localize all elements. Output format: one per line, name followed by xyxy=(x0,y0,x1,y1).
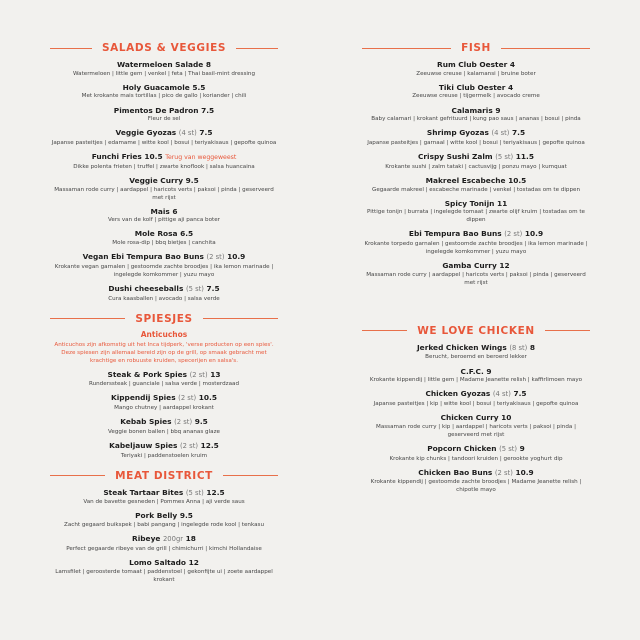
menu-item-title xyxy=(50,488,278,499)
item-price: 8 xyxy=(205,60,212,69)
item-description: Krokante sushi | zalm tataki | cactusvijg | ponzu mayo | kumquat xyxy=(385,163,567,170)
header-rule-left xyxy=(50,48,92,49)
item-price: 7.5 xyxy=(199,128,213,138)
section-header xyxy=(50,468,278,484)
menu-item-title xyxy=(362,152,590,163)
menu-column-left xyxy=(50,40,278,592)
menu-item-title xyxy=(362,367,590,377)
item-name: Dushi cheeseballs xyxy=(108,284,184,294)
item-price: 12 xyxy=(499,261,510,271)
item-price: 6 xyxy=(172,206,178,216)
item-name: Chicken Bao Buns xyxy=(418,467,493,477)
section-header xyxy=(50,311,278,327)
menu-item xyxy=(50,229,278,247)
menu-item-title xyxy=(362,199,590,209)
menu-item-title xyxy=(362,60,590,70)
menu-item xyxy=(50,417,278,436)
item-description: Zeeuwse creuse | tijgermelk | avocado creme xyxy=(412,93,540,100)
item-price: 12.5 xyxy=(206,487,225,497)
item-price: 12 xyxy=(188,557,199,567)
menu-item-title xyxy=(50,558,278,568)
item-description: Zacht gegaard buikspek | babi pangang | ingelegde rode kool | tenkasu xyxy=(63,521,265,528)
item-description: Lamsfilet | geroosterde tomaat | paddenstoel | gekonfijte ui | zoete aardappel krokant xyxy=(55,568,273,583)
menu-item-title xyxy=(50,106,278,116)
item-price: 10.9 xyxy=(227,252,246,262)
section-we-love-chicken xyxy=(362,323,590,495)
item-description: Watermeloen | little gem | venkel | feta | Thai basil-mint dressing xyxy=(72,70,256,77)
menu-item-title xyxy=(362,128,590,139)
menu-item-title xyxy=(50,83,278,93)
section-title: WE LOVE CHICKEN xyxy=(417,324,535,337)
item-name: Chicken Gyozas xyxy=(425,389,491,399)
header-rule-right xyxy=(223,475,278,476)
item-description: Teriyaki | paddenstoelen kruim xyxy=(120,452,208,459)
section-subtitle: Anticuchos xyxy=(140,329,188,339)
menu-item xyxy=(362,444,590,463)
menu-item xyxy=(362,229,590,256)
menu-item-title xyxy=(50,393,278,404)
item-quantity: (5 st) xyxy=(185,285,204,294)
menu-item xyxy=(362,367,590,385)
item-price: 7.5 xyxy=(201,105,215,115)
item-description: Fleur de sel xyxy=(147,116,181,123)
item-description: Van de bavette gesneden | Pommes Anna | aji verde saus xyxy=(83,499,245,506)
menu-item-title xyxy=(50,417,278,428)
item-description: Berucht, beroemd en beroerd lekker xyxy=(425,354,527,361)
item-price: 4 xyxy=(509,60,515,69)
menu-item xyxy=(362,389,590,408)
menu-item xyxy=(362,199,590,225)
item-description: Met krokante mais tortillas | pico de gallo | koriander | chili xyxy=(81,93,247,100)
item-price: 13 xyxy=(210,369,221,379)
item-name: Jerked Chicken Wings xyxy=(416,342,507,352)
item-name: Gamba Curry xyxy=(442,261,497,271)
menu-item xyxy=(362,468,590,495)
item-quantity: (4 st) xyxy=(492,390,511,399)
item-price: 12.5 xyxy=(200,440,219,450)
item-description: Runderssteak | guanciale | salsa verde | mosterdzaad xyxy=(88,381,240,388)
item-description: Dikke polenta frieten | truffel | zwarte knoflook | salsa huancaina xyxy=(73,163,255,170)
menu-item xyxy=(50,106,278,124)
item-name: Kabeljauw Spies xyxy=(109,440,178,450)
item-description: Cura kaasballen | avocado | salsa verde xyxy=(108,295,220,302)
header-rule-left xyxy=(50,475,105,476)
menu-item xyxy=(50,534,278,553)
item-name: Calamaris xyxy=(451,105,493,115)
item-description: Baby calamari | krokant gefrituurd | kung pao saus | ananas | bosui | pinda xyxy=(371,116,581,123)
item-name: Vegan Ebi Tempura Bao Buns xyxy=(82,252,204,262)
item-quantity: 200gr xyxy=(162,535,184,544)
item-quantity: (4 st) xyxy=(491,129,510,138)
menu-column-right xyxy=(362,40,590,502)
menu-item-title xyxy=(50,252,278,263)
item-name: Kippendij Spies xyxy=(110,393,176,403)
header-rule-left xyxy=(362,48,451,49)
item-name: Funchi Fries xyxy=(91,152,142,162)
item-price: 10.9 xyxy=(524,229,544,239)
item-name: Spicy Tonijn xyxy=(444,198,495,208)
header-rule-right xyxy=(236,48,278,49)
menu-item-title xyxy=(362,444,590,455)
item-name: Crispy Sushi Zalm xyxy=(417,152,493,162)
section-title: SPIESJES xyxy=(135,312,193,325)
item-quantity: (5 st) xyxy=(499,444,518,453)
section-salads-veggies xyxy=(50,40,278,303)
item-name: Makreel Escabeche xyxy=(425,175,506,185)
menu-item xyxy=(50,284,278,303)
menu-item xyxy=(362,413,590,439)
item-description: Mole rosa-dip | bbq bietjes | canchita xyxy=(112,240,216,247)
item-quantity: (2 st) xyxy=(494,468,513,477)
menu-item-title xyxy=(50,152,278,163)
item-price: 9 xyxy=(486,366,492,376)
menu-item xyxy=(50,60,278,78)
menu-item-title xyxy=(362,106,590,116)
section-header xyxy=(362,323,590,339)
section-spiesjes xyxy=(50,311,278,460)
menu-item-title xyxy=(362,176,590,186)
item-name: Ebi Tempura Bao Buns xyxy=(408,229,502,239)
item-description: Perfect gegaarde ribeye van de grill | chimichurri | kimchi Hollandaise xyxy=(66,545,262,552)
item-description: Massaman rode curry | aardappel | haricots verts | paksoi | pinda | geserveerd met rijst xyxy=(54,186,274,201)
menu-item-title xyxy=(362,468,590,479)
item-price: 9 xyxy=(495,105,501,115)
menu-item-title xyxy=(50,284,278,295)
header-rule-right xyxy=(545,330,590,331)
menu-item xyxy=(362,261,590,287)
item-price: 9.5 xyxy=(185,175,199,185)
menu-item-title xyxy=(50,441,278,452)
menu-item-title xyxy=(50,128,278,139)
item-price: 7.5 xyxy=(206,284,220,294)
menu-item xyxy=(50,152,278,171)
menu-item xyxy=(50,128,278,147)
item-tag: Terug van weggeweest xyxy=(165,154,237,162)
section-meat-district xyxy=(50,468,278,584)
item-quantity: (2 st) xyxy=(189,370,208,379)
menu-item xyxy=(50,83,278,101)
item-price: 7.5 xyxy=(513,389,527,399)
item-quantity: (2 st) xyxy=(178,394,197,403)
item-description: Massaman rode curry | kip | aardappel | haricots verts | paksoi | pinda | geserveerd met rijst xyxy=(376,423,576,438)
item-price: 9.5 xyxy=(179,511,193,521)
menu-item-title xyxy=(50,176,278,186)
item-description: Krokante kip chunks | tandoori kruiden | gerookte yoghurt dip xyxy=(389,455,563,462)
item-description: Veggie bonen ballen | bbq ananas glaze xyxy=(108,428,220,435)
item-description: Krokante kippendij | little gem | Madame Jeanette relish | kaffirlimoen mayo xyxy=(369,377,583,384)
item-name: Mole Rosa xyxy=(134,229,178,239)
menu-item xyxy=(362,106,590,124)
item-price: 7.5 xyxy=(512,128,526,138)
item-name: Watermeloen Salade xyxy=(116,60,204,69)
item-price: 10.9 xyxy=(515,467,534,477)
item-price: 18 xyxy=(185,534,196,544)
menu-item xyxy=(50,511,278,529)
item-quantity: (2 st) xyxy=(504,230,523,239)
menu-item xyxy=(50,488,278,507)
item-description: Japanse pasteitjes | garnaal | witte kool | bosui | teriyakisaus | gepofte quinoa xyxy=(367,139,585,146)
item-price: 8 xyxy=(529,342,536,352)
section-title: FISH xyxy=(461,42,491,54)
header-rule-left xyxy=(362,330,407,331)
section-title: MEAT DISTRICT xyxy=(115,469,213,482)
menu-item xyxy=(50,176,278,202)
section-note: Anticuchos zijn afkomstig uit het Inca tijdperk, 'verse producten op een spies'. Deze spiesen zijn allemaal bereid zijn op de grill, op smaak gebracht met krachtige en robuuste kruiden, specerijen en salsa's. xyxy=(54,341,274,364)
item-quantity: (4 st) xyxy=(178,129,197,138)
menu-item-title xyxy=(50,511,278,521)
menu-item-title xyxy=(50,229,278,239)
item-name: Mais xyxy=(150,206,170,216)
item-name: Ribeye xyxy=(132,534,161,544)
menu-item xyxy=(362,343,590,362)
item-price: 10.5 xyxy=(144,152,163,162)
item-quantity: (2 st) xyxy=(206,253,225,262)
section-title: SALADS & VEGGIES xyxy=(101,42,227,54)
item-description: Mango chutney | aardappel krokant xyxy=(114,405,214,411)
menu-item xyxy=(50,252,278,279)
section-header xyxy=(362,40,590,56)
menu-item-title xyxy=(362,389,590,400)
item-quantity: (5 st) xyxy=(495,153,514,162)
item-description: Krokante vegan garnalen | gestoomde zachte broodjes | ika lemon marinade | ingelegde komkommer | yuzu mayo xyxy=(54,263,274,278)
item-price: 10 xyxy=(501,413,512,423)
menu-item-title xyxy=(50,534,278,545)
item-name: Shrimp Gyozas xyxy=(426,128,489,138)
menu-item-title xyxy=(50,60,278,70)
section-fish xyxy=(362,40,590,287)
section-header xyxy=(50,40,278,56)
item-description: Massaman rode curry | aardappel | haricots verts | paksoi | pinda | geserveerd met rijst xyxy=(366,271,586,286)
item-name: C.F.C. xyxy=(460,366,484,376)
menu-item xyxy=(50,370,278,389)
item-description: Krokante torpedo garnalen | gestoomde zachte broodjes | ika lemon marinade | ingelegde komkommer | yuzu mayo xyxy=(364,241,588,256)
item-name: Rum Club Oester xyxy=(437,60,508,69)
header-rule-left xyxy=(50,318,125,319)
menu-item xyxy=(50,207,278,225)
item-price: 10.5 xyxy=(508,175,527,185)
item-name: Kebab Spies xyxy=(120,417,172,427)
item-description: Gegaarde makreel | escabeche marinade | venkel | tostadas om te dippen xyxy=(371,186,580,193)
menu-item xyxy=(50,558,278,584)
menu-item xyxy=(50,441,278,460)
menu-item xyxy=(362,152,590,171)
item-price: 5.5 xyxy=(192,82,206,92)
item-price: 11.5 xyxy=(515,152,535,162)
item-quantity: (2 st) xyxy=(174,418,193,427)
item-name: Holy Guacamole xyxy=(122,82,190,92)
item-price: 10.5 xyxy=(198,393,217,403)
header-rule-right xyxy=(501,48,590,49)
item-quantity: (8 st) xyxy=(509,343,528,352)
item-price: 9 xyxy=(519,443,525,453)
menu-item-title xyxy=(362,83,590,93)
menu-item xyxy=(362,128,590,147)
menu-item-title xyxy=(362,413,590,423)
item-name: Chicken Curry xyxy=(440,413,499,423)
item-name: Steak & Pork Spies xyxy=(107,369,188,379)
menu-item xyxy=(362,176,590,194)
menu-item xyxy=(362,60,590,78)
item-name: Pimentos De Padron xyxy=(113,105,199,115)
menu-item-title xyxy=(362,343,590,354)
menu-item xyxy=(50,393,278,412)
item-price: 6.5 xyxy=(180,229,194,239)
item-quantity: (2 st) xyxy=(180,441,199,450)
item-name: Popcorn Chicken xyxy=(427,443,497,453)
menu-item-title xyxy=(50,370,278,381)
item-description: Pittige tonijn | burrata | ingelegde tomaat | zwarte olijf kruim | tostadas om te dippen xyxy=(367,209,585,224)
item-name: Lomo Saltado xyxy=(129,557,186,567)
item-price: 11 xyxy=(496,198,508,208)
menu-item-title xyxy=(50,207,278,217)
item-name: Veggie Curry xyxy=(129,175,184,185)
item-price: 9.5 xyxy=(194,417,208,427)
menu-item-title xyxy=(362,261,590,271)
item-description: Japanse pasteitjes | kip | witte kool | bosui | teriyakisaus | gepofte quinoa xyxy=(373,401,579,407)
header-rule-right xyxy=(203,318,278,319)
item-name: Tiki Club Oester xyxy=(438,82,506,92)
item-description: Vers van de kolf | pittige aji panca boter xyxy=(108,217,220,224)
item-price: 4 xyxy=(508,82,514,92)
menu-item-title xyxy=(362,229,590,240)
item-description: Zeeuwse creuse | kalamansi | bruine boter xyxy=(416,70,536,77)
menu-item xyxy=(362,83,590,101)
item-description: Japanse pasteitjes | edamame | witte kool | bosui | teriyakisaus | gepofte quinoa xyxy=(51,139,277,146)
item-quantity: (5 st) xyxy=(185,488,204,497)
item-name: Veggie Gyozas xyxy=(115,128,177,138)
item-description: Krokante kippendij | gestoomde zachte broodjes | Madame Jeanette relish | chipotle mayo xyxy=(370,479,582,494)
item-name: Steak Tartaar Bites xyxy=(103,487,184,497)
item-name: Pork Belly xyxy=(135,511,178,521)
